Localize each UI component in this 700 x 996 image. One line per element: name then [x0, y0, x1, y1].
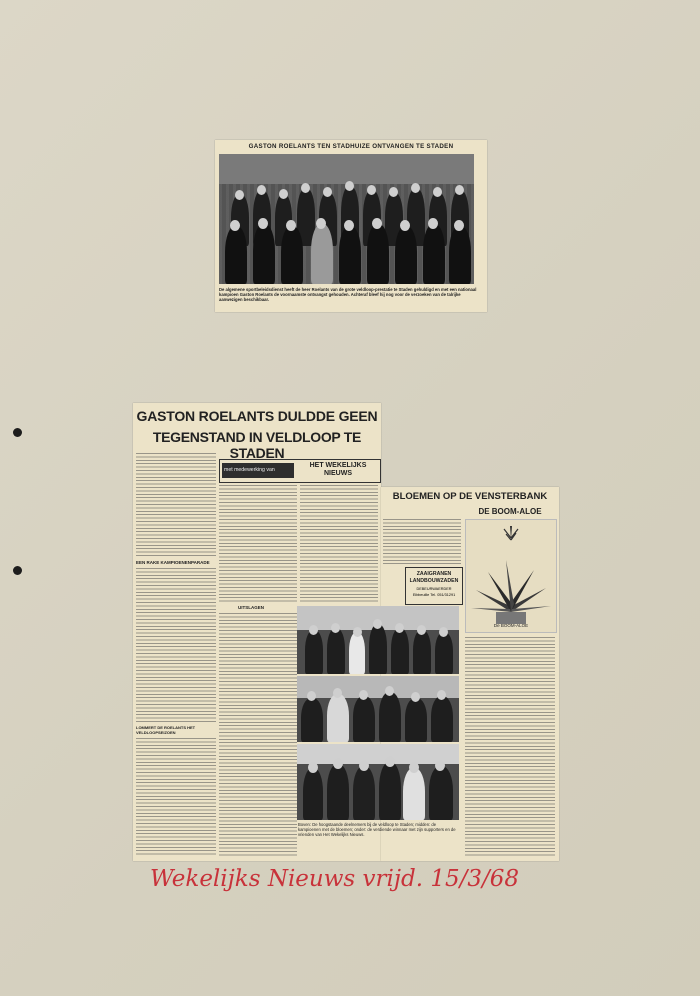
article-subheadline: DE BOOM-ALOE: [478, 507, 542, 516]
ad-text: LANDBOUWZADEN: [409, 578, 459, 584]
subheading: EEN RAKE KAMPIOENENPARADE: [136, 560, 210, 565]
article-headline: BLOEMEN OP DE VENSTERBANK: [392, 491, 548, 502]
article-text: [383, 519, 461, 564]
aloe-plant-icon: [466, 520, 556, 632]
byline-prefix: met medewerking van: [224, 467, 275, 473]
article-text: [465, 637, 555, 857]
article-text: [300, 485, 378, 603]
photo-label: De BOOM-ALOE: [493, 623, 529, 628]
binder-hole: [13, 566, 22, 575]
photo-caption: Boven: De hoogstaande deelnemers bij de veldloop te Staden; midden: de kampioenen met de bloemen; onder: de verdiende winnaar met zijn supporters en de vrienden van Het Wekelijks Nieuws.: [298, 822, 456, 837]
ad-text: Eibbeuille Tel. 051/31291: [412, 593, 456, 597]
article-headline-line1: GASTON ROELANTS DULDDE GEEN: [136, 408, 378, 424]
photo-caption: De algemene sportbeleidsdienst heeft de heer Roelants van de grote veldloop-prestatie te Staden gehuldigd en met een nationaal kampioen Gaston Roelants de voornaamste ontvangst gehouden. Achteraf bleef hij nog voor de verzoeken van de talrijke aanwezigen beschikbaar.: [219, 287, 477, 302]
advertisement: [405, 567, 463, 605]
newspaper-logo: HET WEKELIJKS NIEUWS: [309, 462, 367, 477]
clipping-reception: [215, 140, 487, 312]
article-text: [136, 568, 216, 723]
athletes-photo-1: [297, 606, 459, 674]
article-text: [136, 738, 216, 856]
athletes-photo-2: [297, 676, 459, 742]
article-text: [219, 485, 297, 603]
handwritten-annotation: Wekelijks Nieuws vrijd. 15/3/68: [150, 866, 520, 892]
byline-box: [219, 459, 381, 483]
group-photo: [219, 154, 474, 284]
subheading: UITSLAGEN: [238, 605, 265, 610]
clipping-headline: GASTON ROELANTS TEN STADHUIZE ONTVANGEN TE STADEN: [248, 143, 454, 150]
article-headline-line2: TEGENSTAND IN VELDLOOP TE STADEN: [152, 429, 362, 461]
article-text: [219, 613, 297, 856]
ad-text: DEBEURWAERDER: [416, 587, 452, 591]
athletes-photo-3: [297, 744, 459, 820]
article-text: [136, 453, 216, 558]
binder-hole: [13, 428, 22, 437]
ad-text: ZAAIGRANEN: [416, 571, 452, 577]
subheading: LOMMERT DE ROELANTS HET VELDLOOPSEIZOEN: [136, 725, 196, 735]
aloe-photo: [465, 519, 557, 633]
